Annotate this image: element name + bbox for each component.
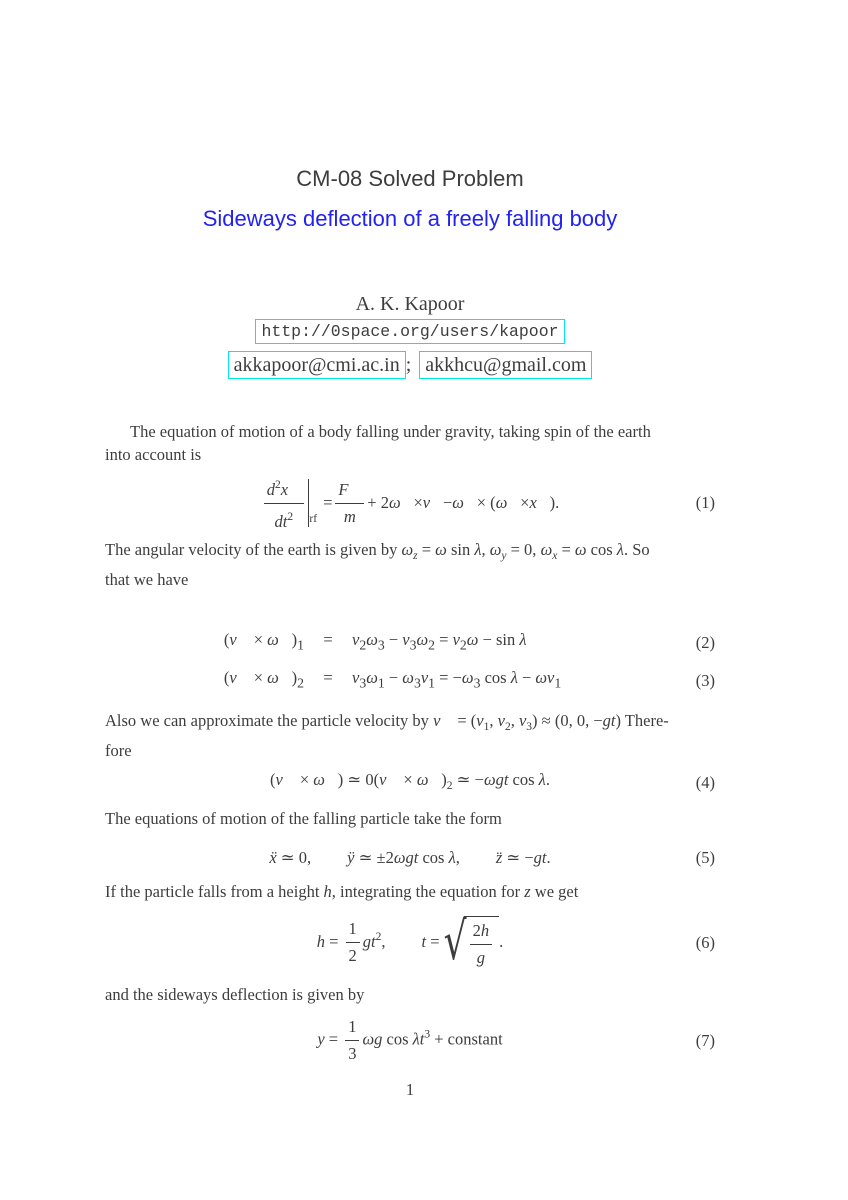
email-link-primary[interactable]: akkapoor@cmi.ac.in <box>228 351 406 379</box>
equation-7 <box>105 1016 715 1066</box>
text-line: The angular velocity of the earth is given by $\omega_z = \omega$ sin λ, $\omega_y = 0$, $\omega_x = \omega$ cos λ. So <box>105 540 650 562</box>
text-line: The equation of motion of a body falling under gravity, taking spin of the earth <box>130 422 651 441</box>
equation-5 <box>105 846 715 870</box>
paragraph-equations-of-motion <box>105 807 715 830</box>
equation-array-2-3 <box>105 627 715 697</box>
paragraph-sideways-deflection <box>105 983 715 1006</box>
text-line: into account is <box>105 445 202 464</box>
email-separator: ; <box>405 354 412 376</box>
paragraph-angular-velocity <box>105 538 715 591</box>
page-number: 1 <box>405 1079 415 1099</box>
text-line: that we have <box>105 570 189 589</box>
author-url-row <box>105 319 715 344</box>
equation-3-relation: = <box>323 668 333 688</box>
equation-6-tag: (6) <box>695 932 715 952</box>
author-name: A. K. Kapoor <box>355 293 465 315</box>
equation-3-lhs: (v⃗ × $\omega⃗)_2$ <box>223 668 304 691</box>
text-line: The equations of motion of the falling particle take the form <box>105 808 502 828</box>
author-url-link[interactable]: http://0space.org/users/kapoor <box>255 319 564 344</box>
author-email-row <box>105 351 715 379</box>
equation-5-tag: (5) <box>695 847 715 867</box>
text-line: If the particle falls from a height h, integrating the equation for z we get <box>105 881 579 901</box>
equation-1-math: $\frac{d^2x⃗}{dt^2}$ rf = $\frac{F⃗}{m}$ + 2 ω⃗ × v⃗ − ω⃗ × ( ω⃗ × x⃗ ). <box>261 473 560 534</box>
email-link-secondary[interactable]: akkhcu@gmail.com <box>419 351 592 379</box>
equation-5-math: ẍ ≃ 0, ÿ ≃ ±2ωgt cos λ, z̈ ≃ −gt. <box>269 847 551 867</box>
equation-2-tag: (2) <box>695 632 715 652</box>
equation-4 <box>105 768 715 798</box>
equation-7-tag: (7) <box>695 1030 715 1050</box>
text-line: and the sideways deflection is given by <box>105 984 365 1004</box>
document-header <box>105 0 715 379</box>
paragraph-velocity-approximation <box>105 709 715 762</box>
equation-4-tag: (4) <box>695 772 715 792</box>
equation-3-rhs: $v_3\omega_1 - \omega_3v_1 = -\omega_3$ $\cos \lambda - \omega v_1$ <box>352 668 562 691</box>
equation-4-math: (v⃗ × ω⃗) ≃ 0(v⃗ × $\omega⃗)_2$ ≃ −ωgt cos λ. <box>270 769 550 792</box>
page-subtitle: Sideways deflection of a freely falling body <box>202 206 618 231</box>
equation-2-relation: = <box>323 630 333 649</box>
text-line: fore <box>105 740 132 760</box>
equation-3 <box>105 665 715 696</box>
equation-1-tag: (1) <box>695 493 715 512</box>
page-title: CM-08 Solved Problem <box>296 166 524 191</box>
equation-2 <box>105 627 715 658</box>
equation-2-rhs: $v_2\omega_3 - v_3\omega_2 = v_2\omega - \sin \lambda$ <box>352 630 527 653</box>
equation-6 <box>105 911 715 975</box>
paragraph-intro <box>105 420 715 466</box>
paragraph-height-integration <box>105 880 715 903</box>
text-line: Also we can approximate the particle velocity by v⃗ = ($v_1$, $v_2$, $v_3) \approx (0$, 0, −gt) There- <box>105 710 669 733</box>
equation-7-math: y = $\frac{1}{3}$ ωg $\cos \lambda t^3$ + constant <box>317 1017 503 1064</box>
equation-2-lhs: (v⃗ × $\omega⃗)_1$ <box>223 630 304 653</box>
equation-6-math: h = $\frac{1}{2}$ $gt^2$, t = √ $\frac{2h}{g}$ . <box>316 912 504 972</box>
equation-1 <box>105 474 715 532</box>
equation-3-tag: (3) <box>695 670 715 690</box>
